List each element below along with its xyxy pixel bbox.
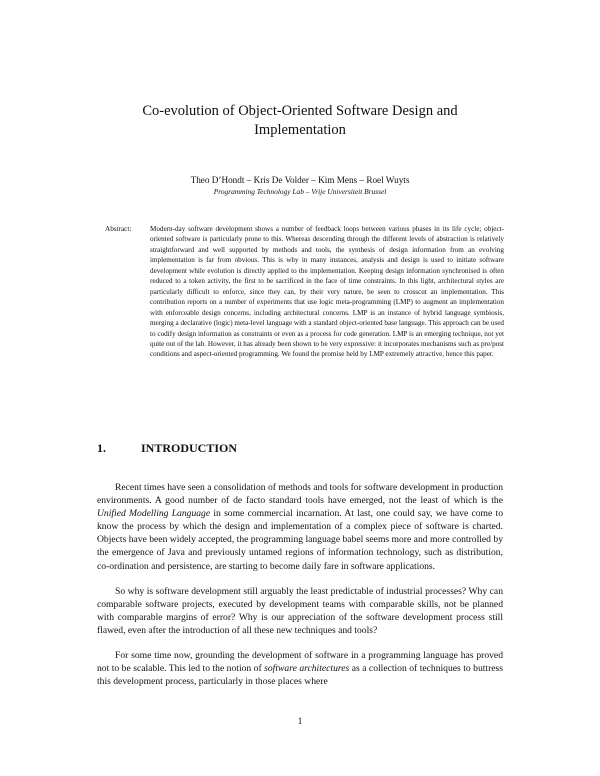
section-heading (97, 441, 397, 456)
page-number: 1 (297, 716, 303, 727)
abstract-text: Modern-day software development shows a number of feedback loops between various phases in its life cycle; object-oriented software is particularly prone to this. Whereas descending through the different levels of abstraction is relatively straightforward and well supported by methods and tools, the synthesis of design information from an evolving implementation is far from obvious. This is why in many instances, analysis and design is used to initiate software development while evolution is directly applied to the implementation. Keeping design information synchronised is often reduced to a token activity, the first to be sacrificed in the face of time constraints. In this light, architectural styles are particularly difficult to enforce, since they can, by their very nature, be seen to crosscut an implementation. This contribution reports on a number of experiments that use logic meta-programming (LMP) to augment an implementation with enforceable design concerns, including architectural concerns. LMP is an instance of hybrid language symbiosis, merging a declarative (logic) meta-level language with a standard object-oriented base language. This approach can be used to codify design information as constraints or even as a process for code generation. LMP is an emerging technique, not yet quite out of the lab. However, it has already been shown to be very expressive: it incorporates mechanisms such as pre/post conditions and aspect-oriented programming. We found the promise held by LMP extremely attractive, hence this paper. (150, 225, 504, 359)
author-list: Theo D’Hondt – Kris De Volder – Kim Mens – Roel Wuyts (190, 175, 410, 185)
paragraph-text: as a collection of techniques to buttress this development process, particularly in those places where (97, 663, 503, 688)
paragraph (97, 481, 503, 573)
affiliation: Programming Technology Lab – Vrije Universiteit Brussel (213, 187, 387, 196)
emphasis-term: software architectures (264, 663, 350, 675)
paper-title: Co-evolution of Object-Oriented Software Design and Implementation (142, 103, 458, 138)
paragraph: So why is software development still arguably the least predictable of industrial processes? Why can comparable software projects, executed by development teams with comparable skills, not be planned with comparable margins of error? Why is our appreciation of the software development process still flawed, even after the introduction of all these new techniques and tools? (97, 585, 503, 636)
abstract-label: Abstract: (105, 225, 132, 233)
paragraph-text: For some time now, grounding the development of software in a programming language has proved not to be scalable. This led to the notion of (97, 650, 503, 675)
paragraph-text: Recent times have seen a consolidation of methods and tools for software development in production environments. A good number of de facto standard tools have emerged, not the least of which is the (97, 482, 503, 507)
section-title: INTRODUCTION (141, 441, 238, 455)
paragraph-text: in some commercial incarnation. At last, one could say, we have come to know the process by which the design and implementation of a complex piece of software is charted. Objects have been widely accepted, the programming language babel seems more and more controlled by the emergence of Java and previously untamed regions of information technology, such as distribution, co-ordination and persistence, are starting to become daily fare in software applications. (97, 508, 503, 572)
body-text (97, 481, 503, 688)
paragraph (97, 649, 503, 688)
section-number: 1. (97, 441, 106, 455)
emphasis-term: Unified Modelling Language (97, 508, 211, 520)
